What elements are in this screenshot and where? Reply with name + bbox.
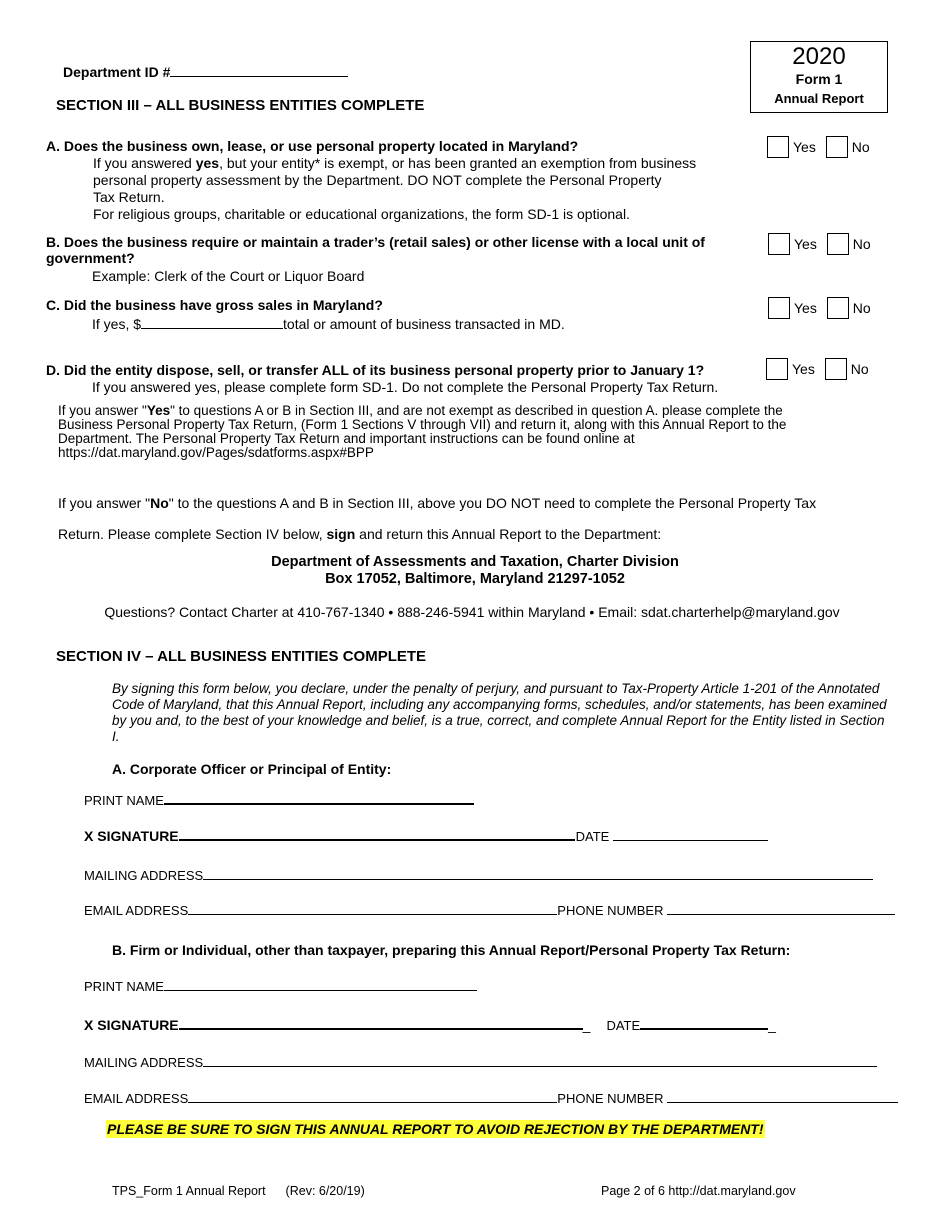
instructions-no (58, 495, 898, 512)
question-a-note-line: personal property assessment by the Department. DO NOT complete the Personal Property (93, 172, 662, 188)
question-c-yes-checkbox[interactable] (768, 297, 790, 319)
email-address-label: EMAIL ADDRESS (84, 1091, 189, 1106)
sign-warning-banner: PLEASE BE SURE TO SIGN THIS ANNUAL REPORT TO AVOID REJECTION BY THE DEPARTMENT! (107, 1121, 764, 1137)
part-b-phone-input[interactable] (667, 1090, 898, 1103)
question-c-suffix: total or amount of business transacted in MD. (283, 316, 565, 332)
question-a-text: A. Does the business own, lease, or use personal property located in Maryland? (46, 138, 579, 154)
date-label: DATE (575, 829, 610, 844)
question-a-note-text: , but your entity* is exempt, or has been granted an exemption from business (219, 155, 697, 171)
question-a-note-bold: yes (195, 155, 220, 171)
question-c-text: C. Did the business have gross sales in Maryland? (46, 297, 383, 313)
part-a-mailing-row (84, 867, 873, 883)
email-address-label: EMAIL ADDRESS (84, 903, 189, 918)
question-c-no-checkbox[interactable] (827, 297, 849, 319)
instructions-yes (58, 404, 828, 460)
question-b-yes-no (768, 233, 871, 255)
no-label: No (852, 236, 871, 252)
underscore-mark: _ (582, 1017, 591, 1033)
section4-title: SECTION IV – ALL BUSINESS ENTITIES COMPLETE (56, 648, 427, 665)
signature-label: X SIGNATURE (84, 1017, 179, 1033)
no-label: No (851, 139, 870, 155)
question-a-note-line: Tax Return. (93, 189, 165, 205)
instructions-return-text: and return this Annual Report to the Department: (355, 526, 662, 542)
print-name-label: PRINT NAME (84, 793, 164, 808)
part-a-phone-input[interactable] (667, 902, 895, 915)
yes-label: Yes (794, 300, 817, 316)
contact-info: Questions? Contact Charter at 410-767-1340 • 888-246-5941 within Maryland • Email: sdat.charterhelp@maryland.gov (104, 604, 840, 620)
part-a-signature-row (84, 827, 768, 844)
question-d-yes-checkbox[interactable] (766, 358, 788, 380)
question-a-yes-no (767, 136, 870, 158)
yes-label: Yes (793, 139, 816, 155)
question-b-text: B. Does the business require or maintain a trader’s (retail sales) or other license with a local unit of government? (46, 234, 705, 266)
footer-revision: (Rev: 6/20/19) (285, 1184, 365, 1198)
form-year: 2020 (792, 43, 846, 70)
instructions-no-text: If you answer " (58, 495, 151, 511)
part-b-print-name-input[interactable] (164, 978, 477, 991)
part-a-email-input[interactable] (188, 902, 557, 915)
department-id-field (63, 62, 348, 80)
part-b-signature-input[interactable] (179, 1016, 583, 1030)
question-b (46, 234, 736, 284)
form-report-type: Annual Report (774, 91, 864, 106)
declaration-text: By signing this form below, you declare, under the penalty of perjury, and pursuant to Tax-Property Article 1-201 of the Annotated Code of Maryland, that this Annual Report, including any accompanying forms, schedules, and/or statements, has been examined by you and, to the best of your knowledge and belief, is a true, correct, and complete Annual Report for the Entity listed in Section I. (112, 681, 887, 744)
part-b-email-input[interactable] (188, 1090, 557, 1103)
department-id-input[interactable] (170, 62, 348, 77)
footer-form-name: TPS_Form 1 Annual Report (112, 1184, 266, 1198)
question-c-prefix: If yes, $ (92, 316, 142, 332)
form-number: Form 1 (795, 71, 843, 87)
yes-label: Yes (794, 236, 817, 252)
address-line-1: Department of Assessments and Taxation, Charter Division (271, 554, 679, 570)
part-a-signature-input[interactable] (179, 827, 575, 841)
part-a-title: A. Corporate Officer or Principal of Entity: (112, 761, 392, 777)
question-b-no-checkbox[interactable] (827, 233, 849, 255)
part-b-print-name (84, 978, 477, 994)
phone-number-label: PHONE NUMBER (557, 1091, 664, 1106)
no-label: No (852, 300, 871, 316)
question-a-note (46, 155, 736, 223)
question-d-no-checkbox[interactable] (825, 358, 847, 380)
footer-page-info: Page 2 of 6 http://dat.maryland.gov (601, 1184, 796, 1198)
yes-label: Yes (792, 361, 815, 377)
part-b-date-input[interactable] (640, 1016, 768, 1030)
part-a-mailing-input[interactable] (203, 867, 873, 880)
part-b-mailing-input[interactable] (203, 1054, 877, 1067)
phone-number-label: PHONE NUMBER (557, 903, 664, 918)
instructions-return-text: Return. Please complete Section IV below, (58, 526, 327, 542)
question-a-note-text: If you answered (93, 155, 196, 171)
part-a-print-name-input[interactable] (164, 791, 474, 805)
part-a-print-name (84, 791, 474, 808)
part-a-date-input[interactable] (613, 828, 768, 841)
part-b-title: B. Firm or Individual, other than taxpayer, preparing this Annual Report/Personal Property Tax Return: (112, 942, 791, 958)
instructions-yes-bold: Yes (146, 403, 171, 418)
date-label: DATE (606, 1018, 641, 1033)
footer-form-id (112, 1184, 365, 1198)
instructions-yes-text: If you answer " (58, 403, 147, 418)
instructions-yes-text: " to questions A or B in Section III, and are not exempt as described in question A. please complete the Business Personal Property Tax Return, (Form 1 Sections V through VII) and return it, along with this Annual Report to the Department. The Personal Property Tax Return and important instructions can be found online at https://dat.maryland.gov/Pages/sdatforms.aspx#BPP (58, 403, 787, 460)
question-d-note: If you answered yes, please complete form SD-1. Do not complete the Personal Property Tax Return. (92, 379, 719, 395)
form-header-box (750, 41, 888, 113)
address-line-2: Box 17052, Baltimore, Maryland 21297-1052 (325, 571, 625, 587)
part-b-signature-row (84, 1016, 776, 1033)
section3-title: SECTION III – ALL BUSINESS ENTITIES COMPLETE (56, 97, 425, 114)
question-a-no-checkbox[interactable] (826, 136, 848, 158)
department-id-label: Department ID # (63, 64, 171, 80)
instructions-no-text: " to the questions A and B in Section III, above you DO NOT need to complete the Personal Property Tax (168, 495, 817, 511)
question-b-example: Example: Clerk of the Court or Liquor Board (92, 268, 365, 284)
instructions-return-bold: sign (326, 526, 356, 542)
question-c-yes-no (768, 297, 871, 319)
mailing-address-label: MAILING ADDRESS (84, 868, 204, 883)
underscore-mark: _ (768, 1017, 776, 1033)
question-d-text: D. Did the entity dispose, sell, or transfer ALL of its business personal property prior to January 1? (46, 362, 705, 378)
signature-label: X SIGNATURE (84, 828, 179, 844)
question-d (46, 362, 746, 396)
question-a-yes-checkbox[interactable] (767, 136, 789, 158)
print-name-label: PRINT NAME (84, 979, 164, 994)
mailing-address-block (0, 554, 950, 588)
question-d-yes-no (766, 358, 869, 380)
no-label: No (850, 361, 869, 377)
question-a (46, 138, 736, 223)
instructions-return (58, 526, 898, 543)
question-c (46, 297, 736, 333)
part-b-contact-row (84, 1090, 898, 1106)
question-b-yes-checkbox[interactable] (768, 233, 790, 255)
part-a-contact-row (84, 902, 895, 918)
question-a-note-line: For religious groups, charitable or educational organizations, the form SD-1 is optional. (93, 206, 630, 222)
gross-sales-input[interactable] (141, 314, 283, 329)
mailing-address-label: MAILING ADDRESS (84, 1055, 204, 1070)
instructions-no-bold: No (150, 495, 169, 511)
part-b-mailing-row (84, 1054, 877, 1070)
